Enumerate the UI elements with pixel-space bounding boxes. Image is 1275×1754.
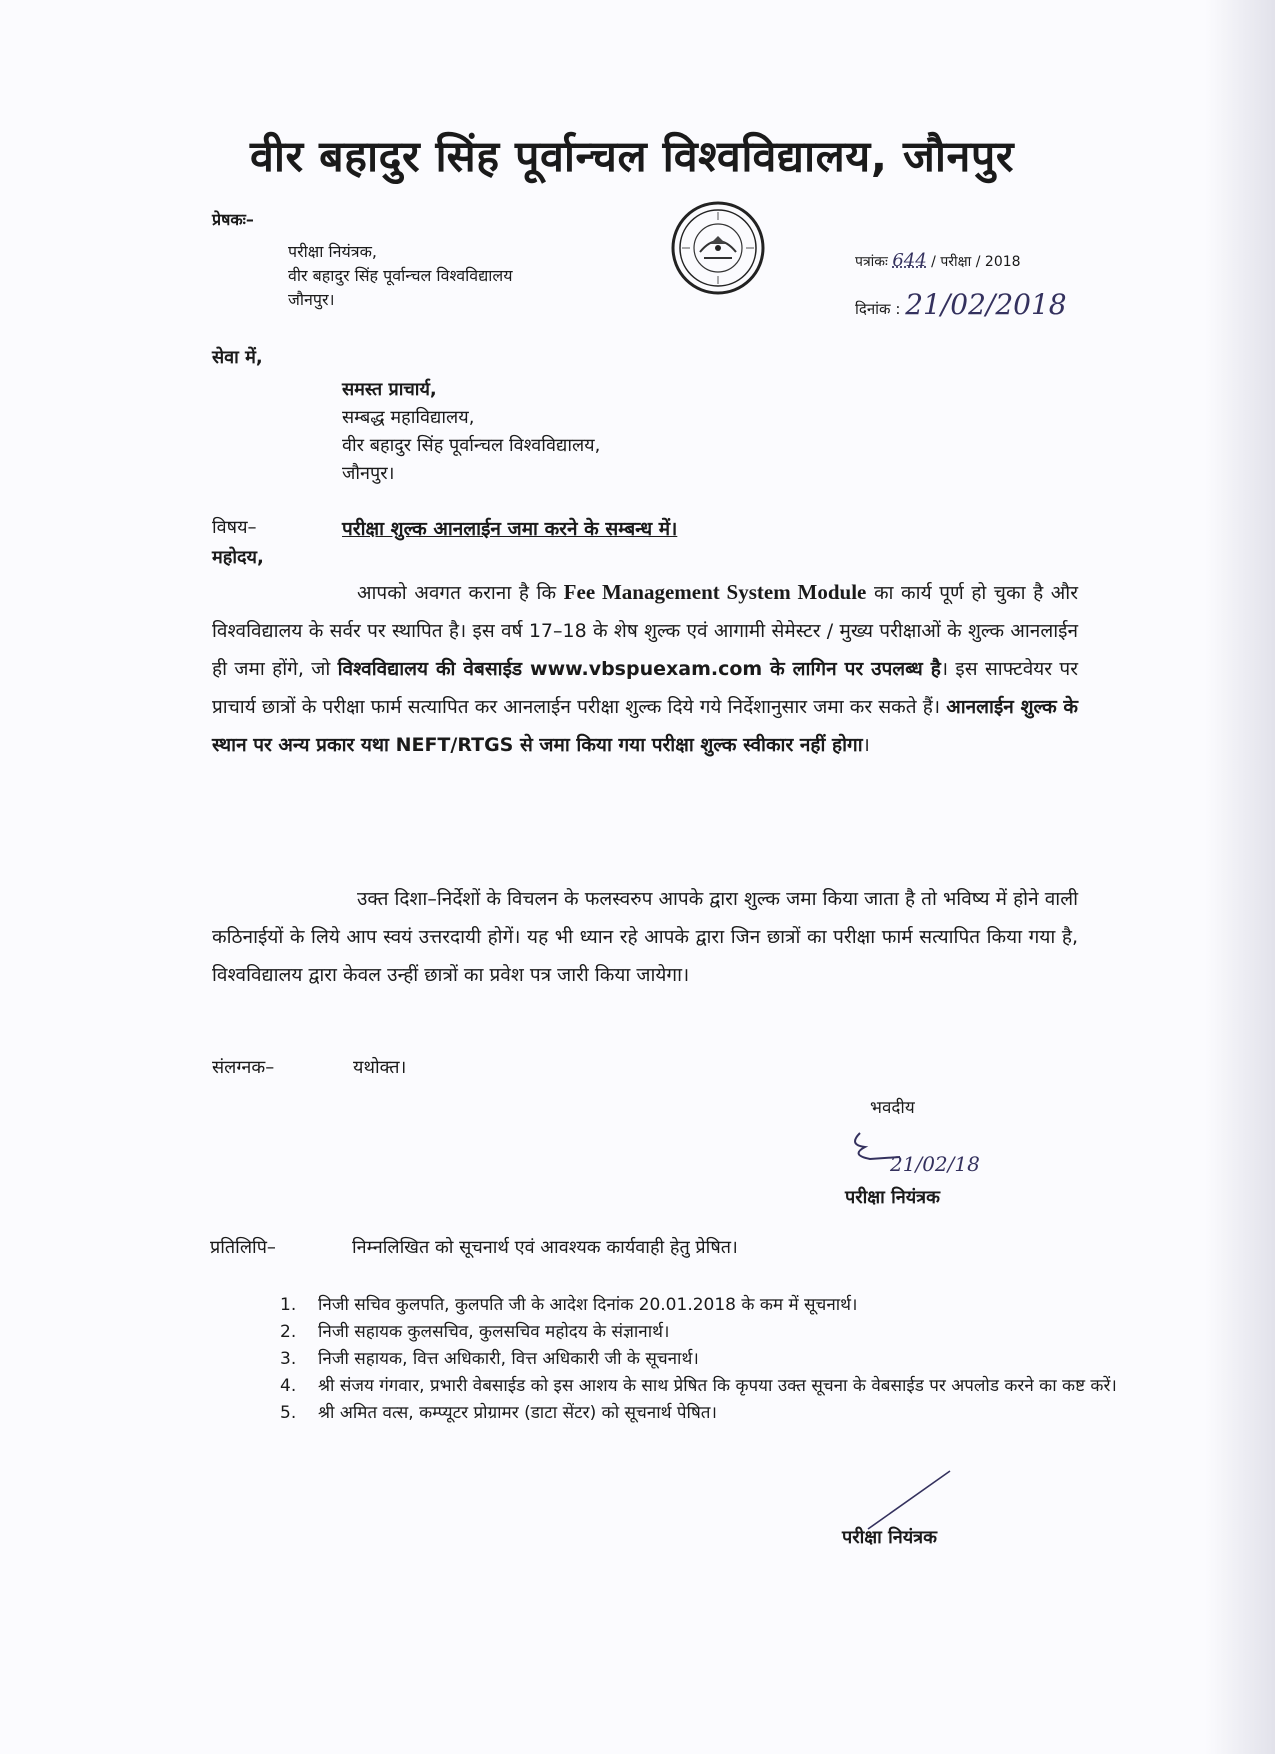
- salutation: महोदय,: [212, 547, 264, 568]
- closing-bhavdiya: भवदीय: [870, 1098, 915, 1118]
- enclosure-label: संलग्नक–: [212, 1057, 275, 1078]
- date-label: दिनांक :: [855, 300, 901, 318]
- copy-intro: निम्नलिखित को सूचनार्थ एवं आवश्यक कार्यवाही हेतु प्रेषित।: [352, 1237, 738, 1258]
- list-item: [280, 1347, 1130, 1372]
- copy-list: [280, 1293, 1130, 1428]
- paragraph-1-part-2: का कार्य पूर्ण हो चुका है और विश्वविद्यालय के सर्वर पर स्थापित है। इस वर्ष 17–18 के शेष शुल्क एवं आगामी सेमेस्टर / मुख्य परीक्षाओं के शुल्क आनलाईन ही जमा होंगे, जो: [212, 582, 1078, 680]
- paragraph-1-part-3: । इस साफ्टवेयर पर प्राचार्य छात्रों के परीक्षा फार्म सत्यापित कर आनलाईन परीक्षा शुल्क दिये गये निर्देशानुसार जमा कर सकते हैं।: [212, 658, 1078, 718]
- paragraph-1-part-1: आपको अवगत कराना है कि: [357, 582, 564, 604]
- paragraph-1-part-4: ।: [862, 734, 870, 756]
- list-item-number: 1.: [280, 1295, 297, 1315]
- copy-label: प्रतिलिपि–: [210, 1237, 276, 1258]
- list-item-text: निजी सहायक कुलसचिव, कुलसचिव महोदय के संज्ञानार्थ।: [318, 1322, 670, 1342]
- list-item-number: 5.: [280, 1403, 297, 1423]
- list-item-text: श्री संजय गंगवार, प्रभारी वेबसाईड को इस आशय के साथ प्रेषित कि कृपया उक्त सूचना के वेबसाईड पर अपलोड करने का कष्ट करें।: [318, 1376, 1117, 1396]
- enclosure-value: यथोक्त।: [353, 1057, 407, 1078]
- list-item: [280, 1374, 1130, 1399]
- list-item-text: निजी सचिव कुलपति, कुलपति जी के आदेश दिनांक 20.01.2018 के कम में सूचनार्थ।: [318, 1295, 858, 1315]
- recipient-line-1: समस्त प्राचार्य,: [342, 379, 437, 400]
- list-item: [280, 1401, 1130, 1426]
- recipient-block: [342, 376, 600, 488]
- list-item: [280, 1293, 1130, 1318]
- date-value: 21/02/2018: [905, 288, 1067, 321]
- patrank-number: 644: [892, 250, 927, 271]
- patrank-label: पत्रांकः: [855, 254, 888, 270]
- recipient-line-3: वीर बहादुर सिंह पूर्वान्चल विश्वविद्यालय,: [342, 435, 601, 456]
- fee-module-name: Fee Management System Module: [563, 580, 867, 604]
- scan-edge-shadow: [1205, 0, 1275, 1754]
- sender-block: [288, 240, 513, 312]
- sender-label: प्रेषकः–: [212, 210, 254, 229]
- list-item: [280, 1320, 1130, 1345]
- subject-label: विषय–: [212, 517, 257, 538]
- sender-line-2: वीर बहादुर सिंह पूर्वान्चल विश्वविद्यालय: [288, 266, 513, 285]
- website-login-note: विश्वविद्यालय की वेबसाईड www.vbspuexam.com के लागिन पर उपलब्ध है: [337, 658, 941, 680]
- closing-signatory: परीक्षा नियंत्रक: [845, 1187, 940, 1208]
- list-item-number: 4.: [280, 1376, 297, 1396]
- list-item-text: निजी सहायक, वित्त अधिकारी, वित्त अधिकारी जी के सूचनार्थ।: [318, 1349, 699, 1369]
- paragraph-2: उक्त दिशा–निर्देशों के विचलन के फलस्वरुप आपके द्वारा शुल्क जमा किया जाता है तो भविष्य में होने वाली कठिनाईयों के लिये आप स्वयं उत्तरदायी होगें। यह भी ध्यान रहे आपके द्वारा जिन छात्रों का परीक्षा फार्म सत्यापित किया गया है, विश्वविद्यालय द्वारा केवल उन्हीं छात्रों का प्रवेश पत्र जारी किया जायेगा।: [212, 888, 1078, 986]
- patrank-suffix: / परीक्षा / 2018: [931, 254, 1021, 270]
- university-seal-icon: [670, 200, 766, 296]
- university-title: वीर बहादुर सिंह पूर्वान्चल विश्वविद्यालय, जौनपुर: [250, 132, 1014, 182]
- neft-rtgs-warning: आनलाईन शुल्क के स्थान पर अन्य प्रकार यथा NEFT/RTGS से जमा किया गया परीक्षा शुल्क स्वीकार नहीं होगा: [212, 696, 1078, 756]
- paragraph-1: [212, 573, 1078, 764]
- recipient-label: सेवा में,: [212, 347, 263, 368]
- list-item-number: 2.: [280, 1322, 297, 1342]
- signature-date: 21/02/18: [890, 1152, 980, 1176]
- reference-date: [855, 288, 1067, 321]
- sender-line-1: परीक्षा नियंत्रक,: [288, 242, 377, 261]
- recipient-line-4: जौनपुर।: [342, 463, 395, 484]
- reference-number: [855, 250, 1021, 271]
- sender-line-3: जौनपुर।: [288, 290, 335, 309]
- recipient-line-2: सम्बद्ध महाविद्यालय,: [342, 407, 475, 428]
- list-item-number: 3.: [280, 1349, 297, 1369]
- list-item-text: श्री अमित वत्स, कम्प्यूटर प्रोग्रामर (डाटा सेंटर) को सूचनार्थ पेषित।: [318, 1403, 717, 1423]
- subject-text: परीक्षा शुल्क आनलाईन जमा करने के सम्बन्ध में।: [342, 518, 678, 540]
- copy-signatory: परीक्षा नियंत्रक: [842, 1527, 937, 1548]
